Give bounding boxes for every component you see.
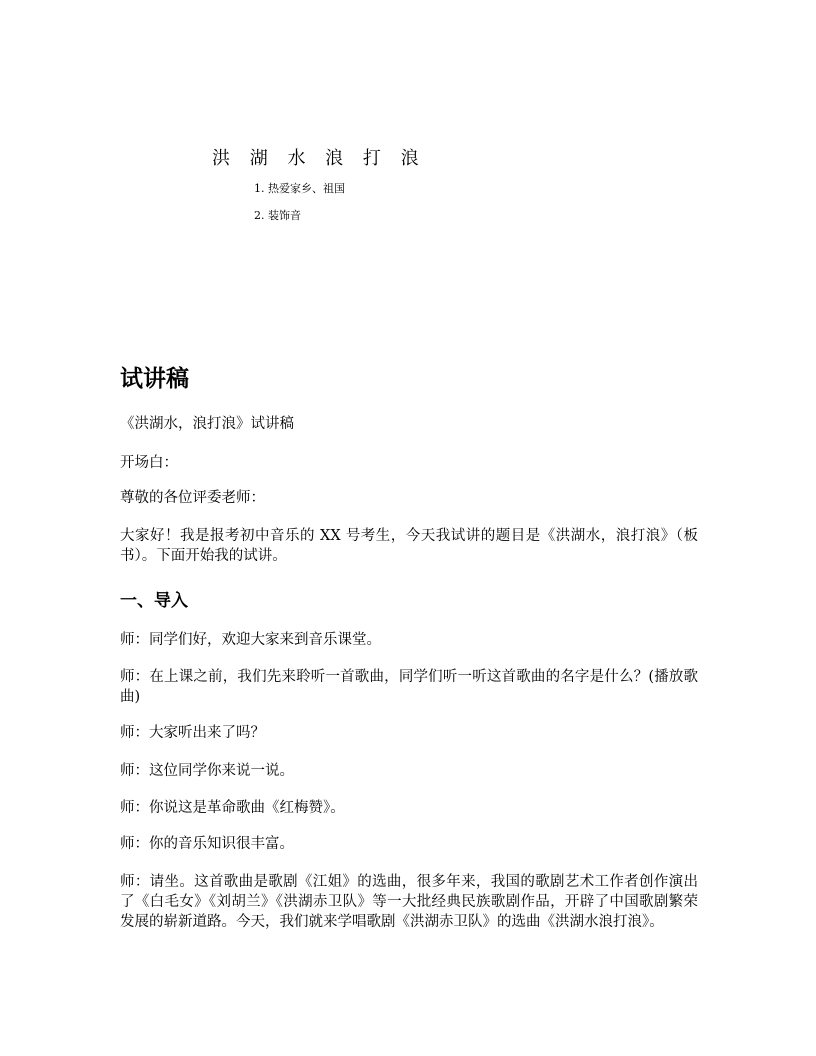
paragraph-teacher-5: 师：你说这是革命歌曲《红梅赞》。 xyxy=(120,800,345,816)
paragraph-teacher-2: 师：在上课之前，我们先来聆听一首歌曲，同学们听一听这首歌曲的名字是什么？(播放歌曲) xyxy=(120,669,698,705)
board-item-1: 1. 热爱家乡、祖国 xyxy=(254,182,345,195)
paragraph-teacher-6: 师：你的音乐知识很丰富。 xyxy=(120,836,294,852)
paragraph-introduction: 大家好！我是报考初中音乐的 XX 号考生，今天我试讲的题目是《洪湖水，浪打浪》（板书）。下面开始我的试讲。 xyxy=(120,528,698,564)
paragraph-teacher-7: 师：请坐。这首歌曲是歌剧《江姐》的选曲，很多年来，我国的歌剧艺术工作者创作演出了《白毛女》《刘胡兰》《洪湖赤卫队》等一大批经典民族歌剧作品，开辟了中国歌剧繁荣发展的崭新道路。今天，我们就来学唱歌剧《洪湖赤卫队》的选曲《洪湖水浪打浪》。 xyxy=(120,874,698,930)
paragraph-teacher-1: 师：同学们好，欢迎大家来到音乐课堂。 xyxy=(120,632,381,648)
board-item-2: 2. 装饰音 xyxy=(254,209,301,222)
paragraph-script-title: 《洪湖水，浪打浪》试讲稿 xyxy=(120,416,294,432)
paragraph-teacher-4: 师：这位同学你来说一说。 xyxy=(120,763,294,779)
paragraph-teacher-3: 师：大家听出来了吗？ xyxy=(120,725,265,741)
paragraph-opening: 开场白： xyxy=(120,455,178,471)
paragraph-greeting: 尊敬的各位评委老师： xyxy=(120,490,265,506)
page-title: 试讲稿 xyxy=(120,366,189,392)
board-title: 洪 湖 水 浪 打 浪 xyxy=(212,148,426,169)
section-heading-intro: 一、导入 xyxy=(120,591,188,611)
